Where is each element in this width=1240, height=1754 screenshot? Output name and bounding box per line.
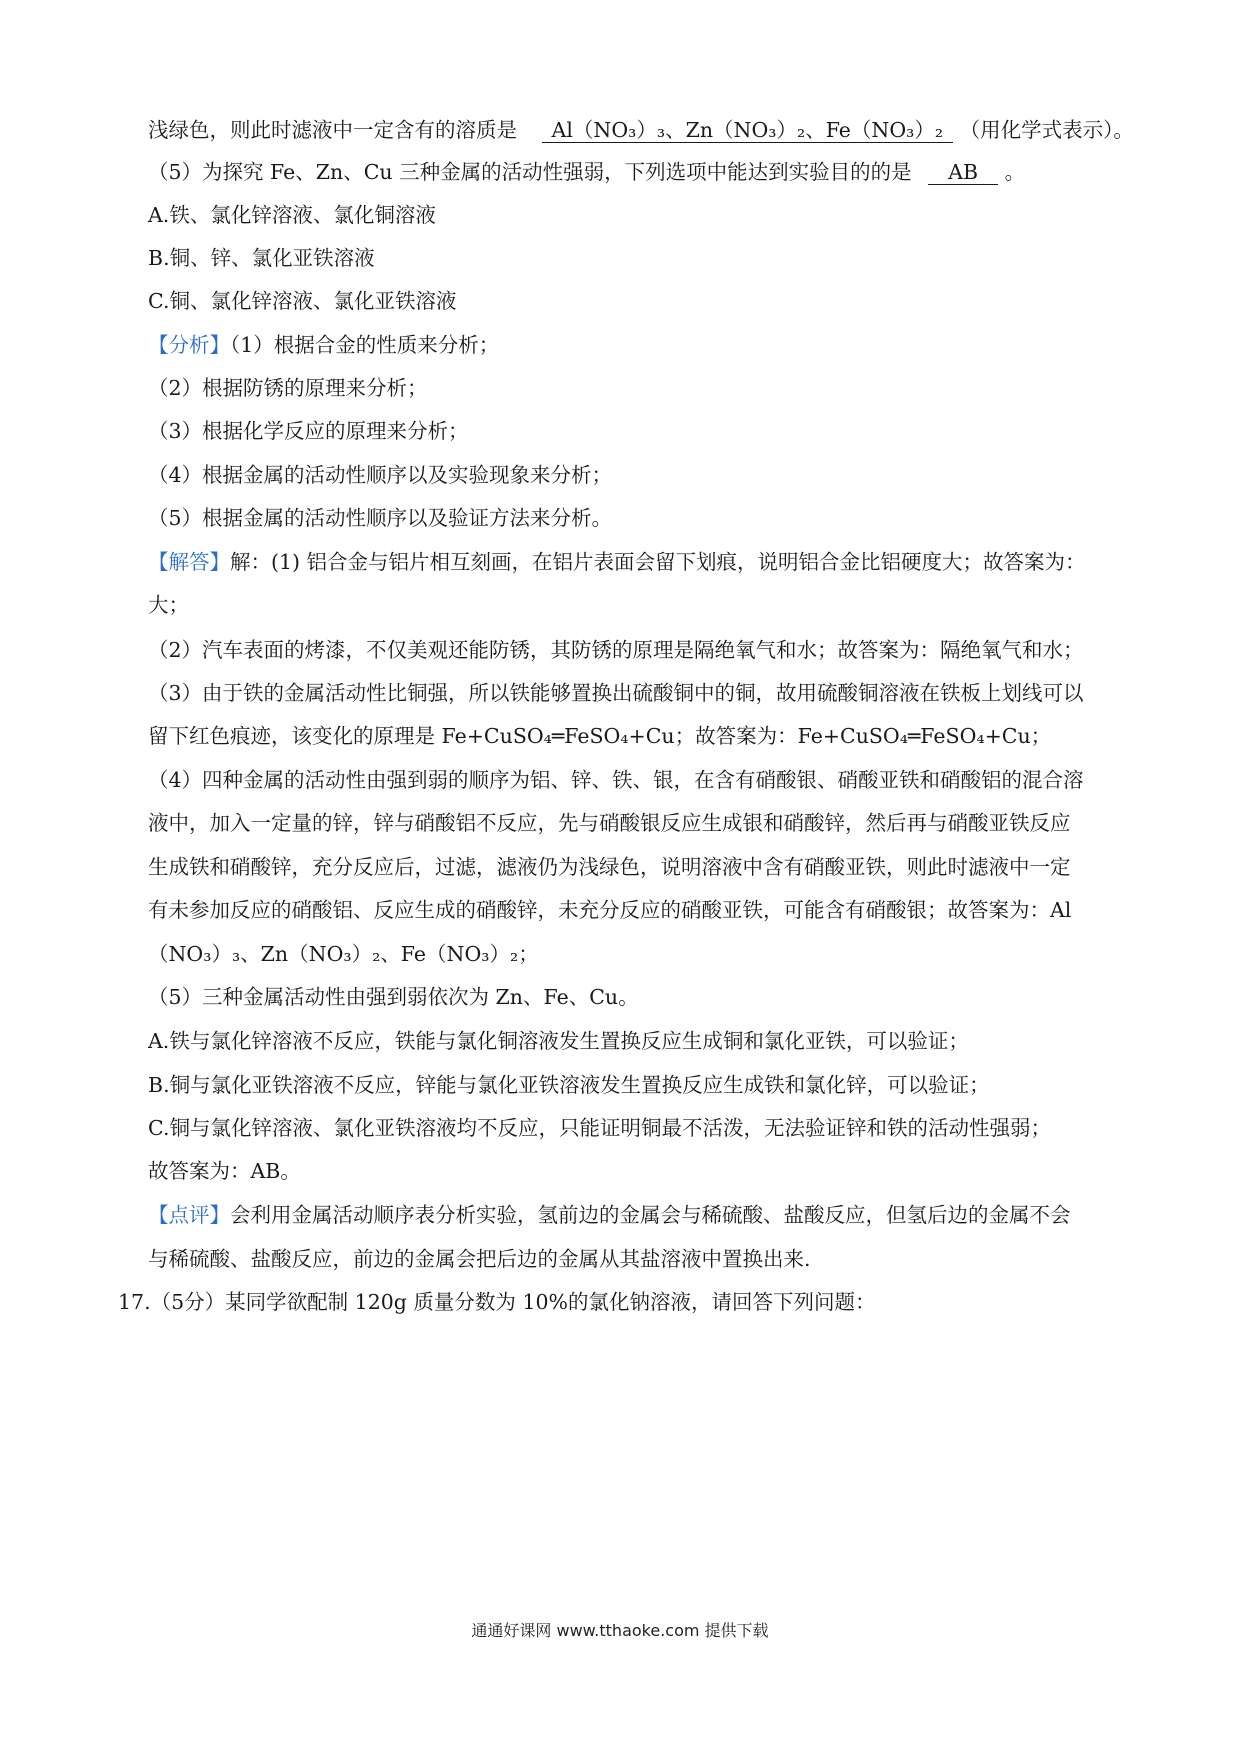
q16-part5: [148, 158, 1025, 186]
comment-line-2: 与稀硫酸、盐酸反应，前边的金属会把后边的金属从其盐溶液中置换出来.: [148, 1247, 811, 1271]
q16-answer-solutes: Al（NO₃）₃、Zn（NO₃）₂、Fe（NO₃）₂: [542, 118, 954, 143]
page-footer: 通通好课网 www.tthaoke.com 提供下载: [471, 1621, 769, 1640]
solution-line-3a: （3）由于铁的金属活动性比铜强，所以铁能够置换出硫酸铜中的铜，故用硫酸铜溶液在铁板上划线可以: [148, 681, 1084, 705]
solution-line-1: [148, 548, 1086, 576]
analysis-text-1: （1）根据合金的性质来分析；: [230, 333, 500, 357]
option-b: B.铜、锌、氯化亚铁溶液: [148, 246, 375, 270]
comment-tag: 【点评】: [148, 1203, 230, 1227]
q16-line1-suffix: （用化学式表示）。: [959, 118, 1134, 142]
solution-line-4e: （NO₃）₃、Zn（NO₃）₂、Fe（NO₃）₂；: [148, 942, 539, 966]
q16-part5-answer: AB: [928, 160, 998, 185]
q16-line1-text: 浅绿色，则此时滤液中一定含有的溶质是: [148, 118, 517, 142]
analysis-line-3: （3）根据化学反应的原理来分析；: [148, 419, 469, 443]
solution-line-4c: 生成铁和硝酸锌，充分反应后，过滤，滤液仍为浅绿色，说明溶液中含有硝酸亚铁，则此时滤液中一定: [148, 855, 1071, 879]
solution-line-4a: （4）四种金属的活动性由强到弱的顺序为铝、锌、铁、银，在含有硝酸银、硝酸亚铁和硝酸铝的混合溶: [148, 768, 1084, 792]
solution-line-2: （2）汽车表面的烤漆，不仅美观还能防锈，其防锈的原理是隔绝氧气和水；故答案为：隔绝氧气和水；: [148, 638, 1084, 662]
analysis-line-2: （2）根据防锈的原理来分析；: [148, 376, 428, 400]
q16-line1: [148, 116, 1134, 144]
solution-option-a: A.铁与氯化锌溶液不反应，铁能与氯化铜溶液发生置换反应生成铜和氯化亚铁，可以验证；: [148, 1029, 969, 1053]
solution-text-1: 解：(1) 铝合金与铝片相互刻画，在铝片表面会留下划痕，说明铝合金比铝硬度大；故答案为：: [230, 550, 1086, 574]
analysis-line-4: （4）根据金属的活动性顺序以及实验现象来分析；: [148, 463, 613, 487]
analysis-tag: 【分析】: [148, 333, 230, 357]
solution-line-5: （5）三种金属活动性由强到弱依次为 Zn、Fe、Cu。: [148, 985, 639, 1009]
solution-option-b: B.铜与氯化亚铁溶液不反应，锌能与氯化亚铁溶液发生置换反应生成铁和氯化锌，可以验证；: [148, 1073, 990, 1097]
option-a: A.铁、氯化锌溶液、氯化铜溶液: [148, 203, 436, 227]
solution-line-4d: 有未参加反应的硝酸铝、反应生成的硝酸锌，未充分反应的硝酸亚铁，可能含有硝酸银；故答案为：Al: [148, 898, 1072, 922]
solution-option-c: C.铜与氯化锌溶液、氯化亚铁溶液均不反应，只能证明铜最不活泼，无法验证锌和铁的活动性强弱；: [148, 1116, 1051, 1140]
analysis-line-1: [148, 331, 499, 359]
analysis-line-5: （5）根据金属的活动性顺序以及验证方法来分析。: [148, 506, 613, 530]
comment-text-1: 会利用金属活动顺序表分析实验，氢前边的金属会与稀硫酸、盐酸反应，但氢后边的金属不会: [230, 1203, 1071, 1227]
q16-part5-text: （5）为探究 Fe、Zn、Cu 三种金属的活动性强弱，下列选项中能达到实验目的的是: [148, 160, 912, 184]
question-17: 17.（5分）某同学欲配制 120g 质量分数为 10%的氯化钠溶液，请回答下列问题：: [118, 1290, 876, 1314]
comment-line-1: [148, 1201, 1071, 1229]
solution-line-3b: 留下红色痕迹，该变化的原理是 Fe+CuSO₄═FeSO₄+Cu；故答案为：Fe+CuSO₄═FeSO₄+Cu；: [148, 724, 1052, 748]
solution-tag: 【解答】: [148, 550, 230, 574]
q16-part5-suffix: 。: [1004, 160, 1026, 184]
solution-line-1b: 大；: [148, 593, 189, 617]
option-c: C.铜、氯化锌溶液、氯化亚铁溶液: [148, 289, 457, 313]
solution-final-answer: 故答案为：AB。: [148, 1159, 301, 1183]
solution-line-4b: 液中，加入一定量的锌，锌与硝酸铝不反应，先与硝酸银反应生成银和硝酸锌，然后再与硝酸亚铁反应: [148, 811, 1071, 835]
